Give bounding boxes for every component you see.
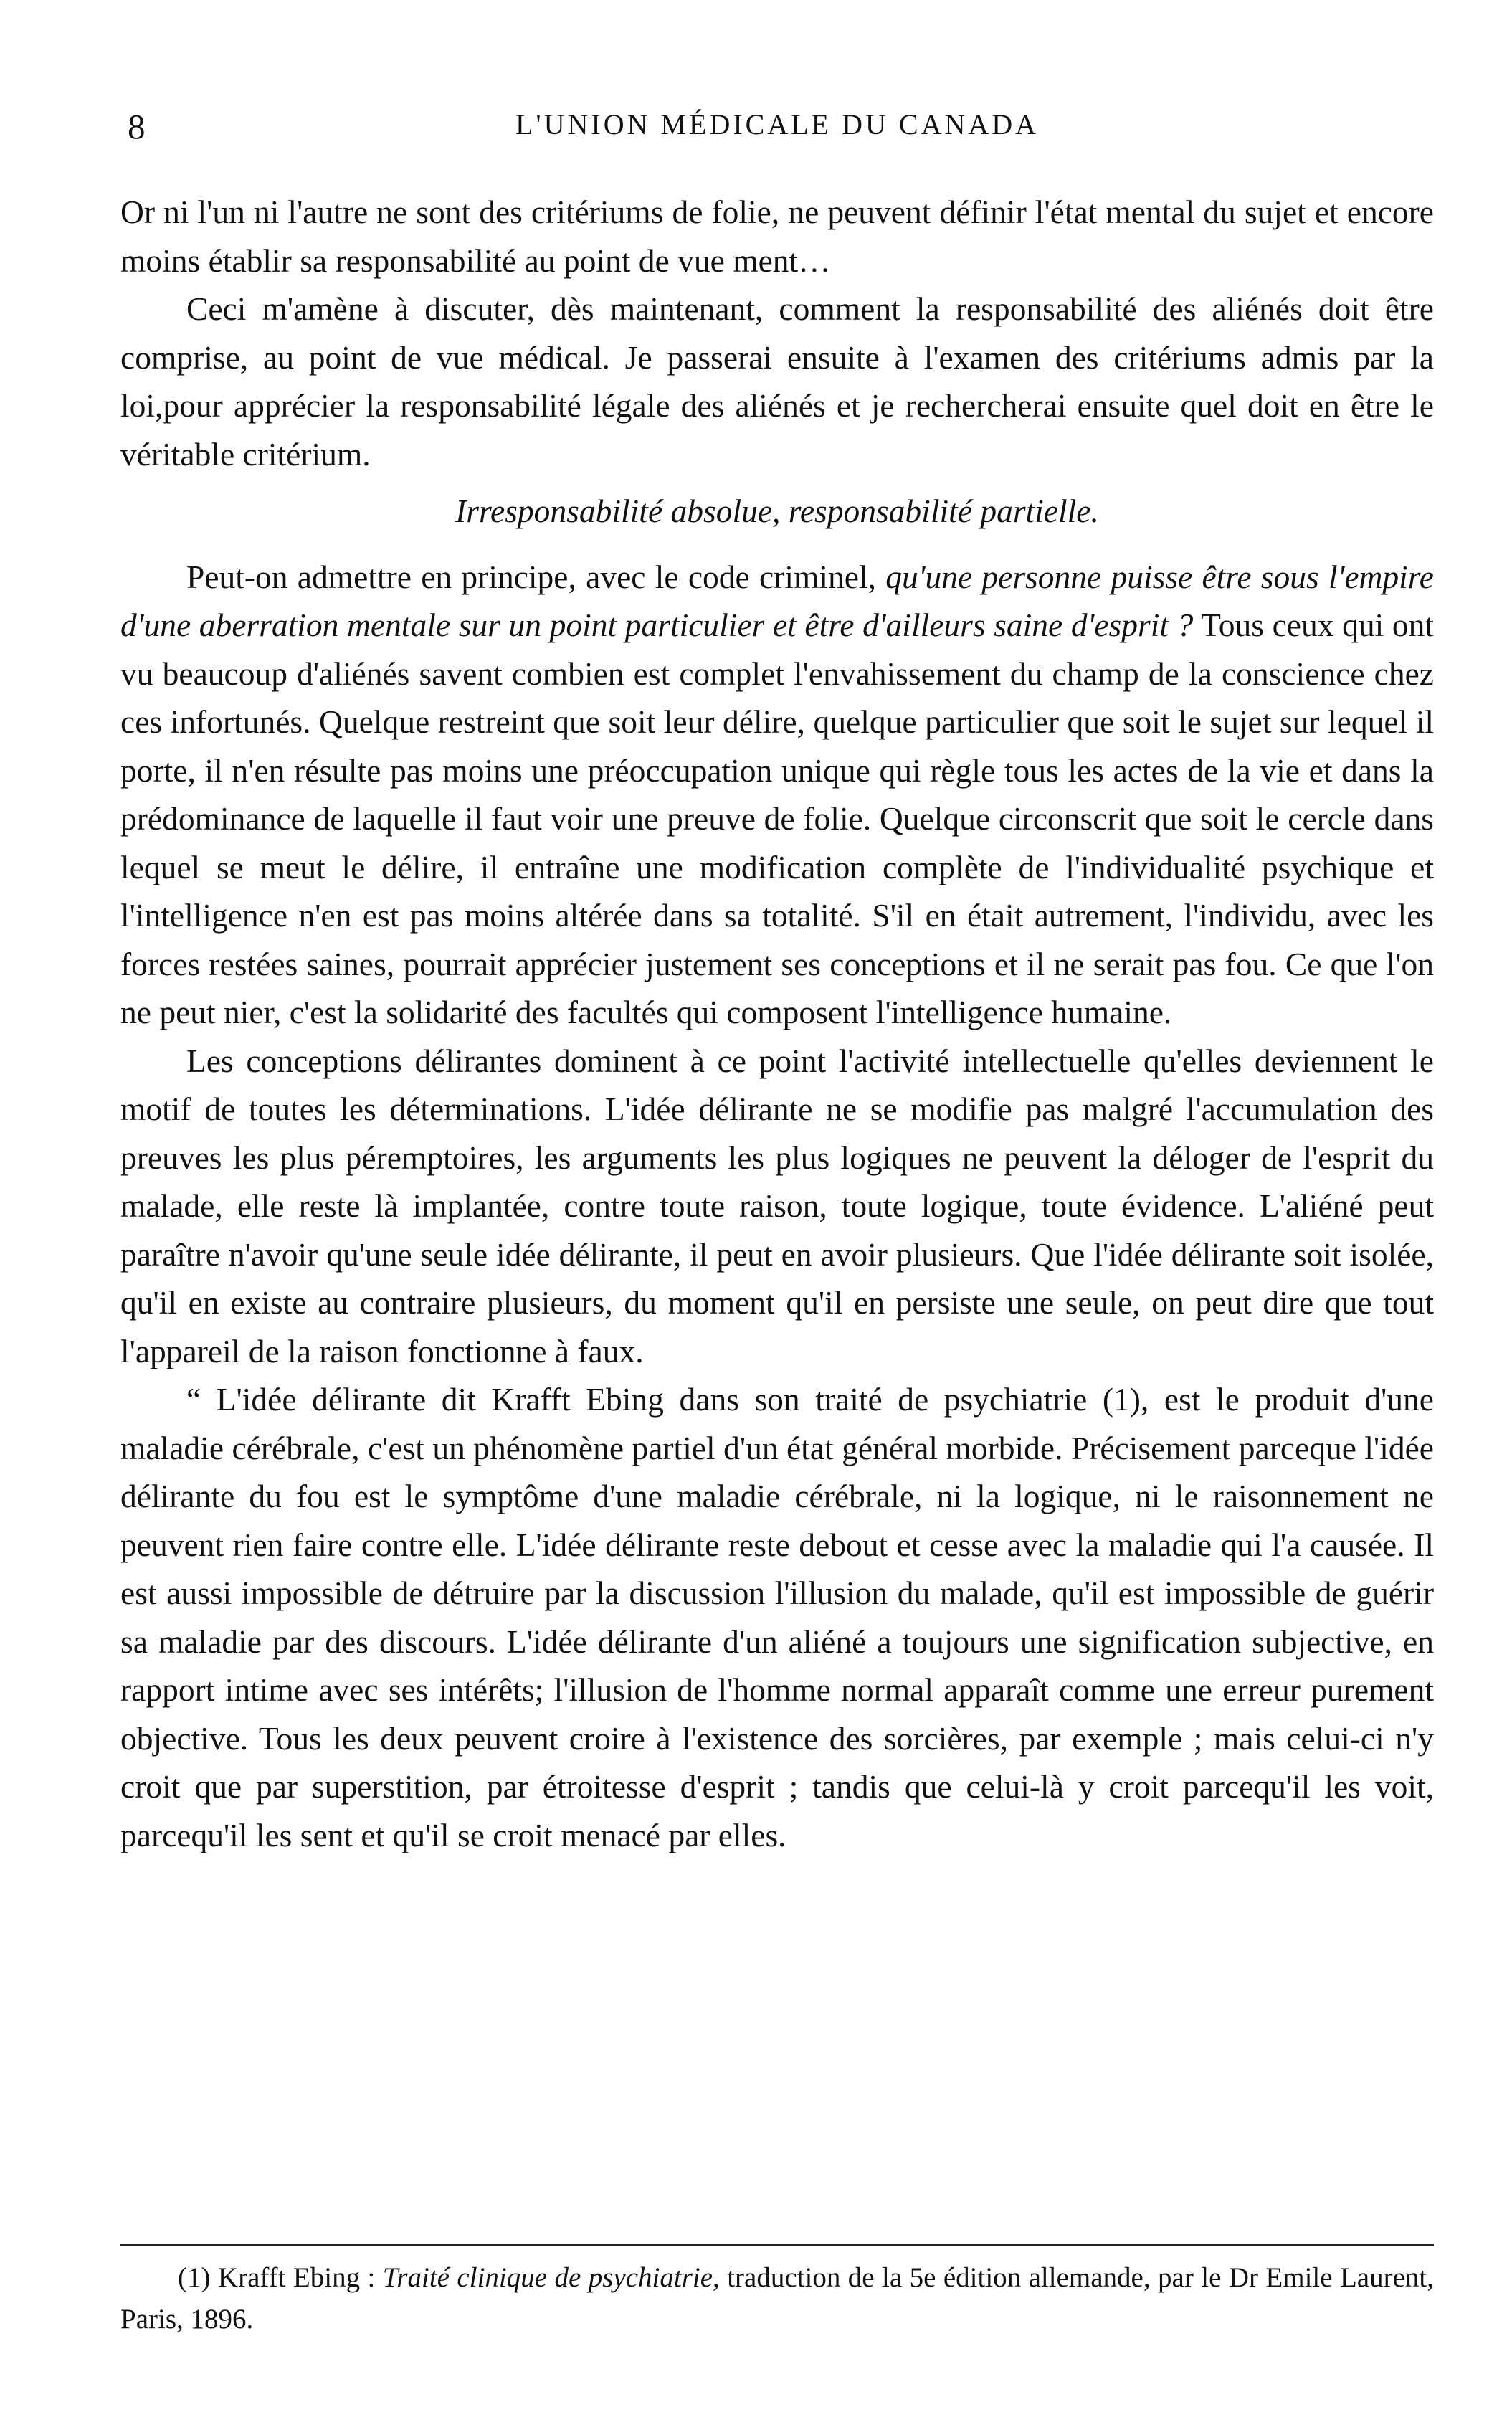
section-title: Irresponsabilité absolue, responsabilité partielle. bbox=[455, 493, 1099, 529]
footnote-title: Traité clinique de psychiatrie, bbox=[382, 2262, 720, 2293]
paragraph-3-start: Peut-on admettre en principe, avec le code criminel, bbox=[186, 558, 876, 595]
footnote-rule bbox=[120, 2244, 1434, 2246]
page-header bbox=[120, 106, 1434, 156]
footnote-rest: traduction de la 5e édition allemande, par le Dr Emile Laurent, Paris, 1896. bbox=[120, 2262, 1435, 2335]
paragraph-3 bbox=[120, 553, 1434, 1037]
paragraph-3-italic: qu'une personne puisse être sous l'empire d'une aberration mentale sur un point particulier et être d'ailleurs saine d'esprit ? bbox=[120, 558, 1434, 643]
paragraph-5: “ L'idée délirante dit Krafft Ebing dans son traité de psychiatrie (1), est le produit d'une maladie cérébrale, c'est un phénomène partiel d'un état général morbide. Précisement parceque l'idée délirante du fou est le symptôme d'une maladie cérébrale, ni la logique, ni le raisonnement ne peuvent rien faire contre elle. L'idée délirante reste debout et cesse avec la maladie qui l'a causée. Il est aussi impossible de détruire par la discussion l'illusion du malade, qu'il est impossible de guérir sa maladie par des discours. L'idée délirante d'un aliéné a toujours une signification subjective, en rapport intime avec ses intérêts; l'illusion de l'homme normal apparaît comme une erreur purement objective. Tous les deux peuvent croire à l'existence des sorcières, par exemple ; mais celui-ci n'y croit que par superstition, par étroitesse d'esprit ; tandis que celui-là y croit parcequ'il les voit, parcequ'il les sent et qu'il se croit menacé par elles. bbox=[120, 1381, 1434, 1853]
paragraph-3-rest: Tous ceux qui ont vu beaucoup d'aliénés savent combien est complet l'envahissement du champ de la conscience chez ces infortunés. Quelque restreint que soit leur délire, quelque particulier que soit le sujet sur lequel il porte, il n'en résulte pas moins une préoccupation unique qui règle tous les actes de la vie et dans la prédominance de laquelle il faut voir une preuve de folie. Quelque circonscrit que soit le cercle dans lequel se meut le délire, il entraîne une modification complète de l'individualité psychique et l'intelligence n'en est pas moins altérée dans sa totalité. S'il en était autrement, l'individu, avec les forces restées saines, pourrait apprécier justement ses conceptions et il ne serait pas fou. Ce que l'on ne peut nier, c'est la solidarité des facultés qui composent l'intelligence humaine. bbox=[120, 607, 1434, 1030]
paragraph-4: Les conceptions délirantes dominent à ce point l'activité intellectuelle qu'elles deviennent le motif de toutes les déterminations. L'idée délirante ne se modifie pas malgré l'accumulation des preuves les plus péremptoires, les arguments les plus logiques ne peuvent la déloger de l'esprit du malade, elle reste là implantée, contre toute raison, toute logique, toute évidence. L'aliéné peut paraître n'avoir qu'une seule idée délirante, il peut en avoir plusieurs. Que l'idée délirante soit isolée, qu'il en existe au contraire plusieurs, du moment qu'il en persiste une seule, on peut dire que tout l'appareil de la raison fonctionne à faux. bbox=[120, 1042, 1434, 1369]
page-number: 8 bbox=[128, 107, 146, 146]
paragraph-2: Ceci m'amène à discuter, dès maintenant, comment la responsabilité des aliénés doit être comprise, au point de vue médical. Je passerai ensuite à l'examen des critériums admis par la loi,pour apprécier la responsabilité légale des aliénés et je rechercherai ensuite quel doit en être le véritable critérium. bbox=[120, 290, 1434, 473]
paragraph-1: Or ni l'un ni l'autre ne sont des critériums de folie, ne peuvent définir l'état mental du sujet et encore moins établir sa responsabilité au point de vue ment… bbox=[120, 194, 1434, 279]
footnote bbox=[120, 2257, 1434, 2340]
footnote-marker: (1) bbox=[178, 2262, 211, 2293]
running-title: L'UNION MÉDICALE DU CANADA bbox=[515, 108, 1040, 141]
footnote-author: Krafft Ebing : bbox=[217, 2262, 376, 2293]
body-text bbox=[120, 188, 1434, 1859]
